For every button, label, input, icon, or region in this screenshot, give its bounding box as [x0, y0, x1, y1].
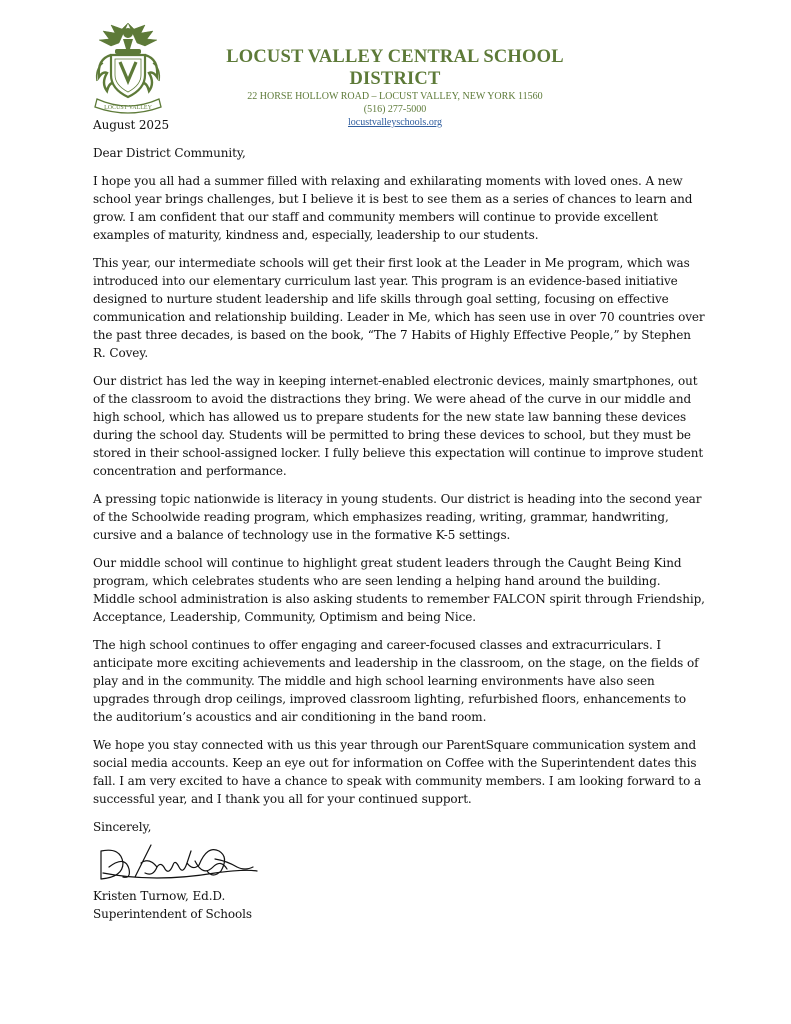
- district-name: LOCUST VALLEY CENTRAL SCHOOL DISTRICT: [226, 47, 564, 89]
- signer-name: Kristen Turnow, Ed.D.: [93, 889, 226, 903]
- seal-banner-text: LOCUST VALLEY: [104, 105, 152, 111]
- letter-date: August 2025: [93, 118, 170, 132]
- school-seal-eagle-icon: [89, 19, 167, 115]
- letter-paragraph: Our district has led the way in keeping internet-enabled electronic devices, mainly smartphones, out of the classroom to avoid the distractions they bring. We were ahead of the curve in our middle and high school, which has allowed us to prepare students for the new state law banning these devices during the school day. Students will be permitted to bring these devices to school, but they must be stored in their school-assigned locker. I fully believe this expectation will continue to improve student concentration and performance.: [93, 374, 704, 478]
- letter-paragraph: I hope you all had a summer filled with relaxing and exhilarating moments with loved ones. A new school year brings challenges, but I believe it is best to see them as a series of chances to learn and grow. I am confident that our staff and community members will continue to provide excellent examples of maturity, kindness and, especially, leadership to our students.: [93, 174, 693, 242]
- district-website-link[interactable]: locustvalleyschools.org: [348, 117, 442, 128]
- signer-title: Superintendent of Schools: [93, 907, 252, 921]
- district-address: 22 HORSE HOLLOW ROAD – LOCUST VALLEY, NEW YORK 11560: [247, 91, 543, 102]
- letter-paragraph: This year, our intermediate schools will get their first look at the Leader in Me program, which was introduced into our elementary curriculum last year. This program is an evidence-based initiative designed to nurture student leadership and life skills through goal setting, focusing on effective communication and relationship building. Leader in Me, which has seen use in over 70 countries over the past three decades, is based on the book, “The 7 Habits of Highly Effective People,” by Stephen R. Covey.: [93, 256, 705, 360]
- handwritten-signature: [95, 837, 260, 887]
- letter-paragraph: Our middle school will continue to highlight great student leaders through the Caught Being Kind program, which celebrates students who are seen lending a helping hand around the building. Middle school administration is also asking students to remember FALCON spirit through Friendship, Acceptance, Leadership, Community, Optimism and being Nice.: [93, 556, 705, 624]
- letter-paragraph: A pressing topic nationwide is literacy in young students. Our district is heading into the second year of the Schoolwide reading program, which emphasizes reading, writing, grammar, handwriting, cursive and a balance of technology use in the formative K-5 settings.: [93, 492, 702, 542]
- letter-salutation: Dear District Community,: [93, 146, 246, 160]
- district-phone: (516) 277-5000: [363, 104, 427, 115]
- letter-closing: Sincerely,: [93, 820, 152, 834]
- letter-body: [93, 116, 705, 923]
- letter-paragraph: We hope you stay connected with us this year through our ParentSquare communication system and social media accounts. Keep an eye out for information on Coffee with the Superintendent dates this fall. I am very excited to have a chance to speak with community members. I am looking forward to a successful year, and I thank you all for your continued support.: [93, 738, 702, 806]
- letter-paragraph: The high school continues to offer engaging and career-focused classes and extracurriculars. I anticipate more exciting achievements and leadership in the classroom, on the stage, on the fields of play and in the community. The middle and high school learning environments have also seen upgrades through drop ceilings, improved classroom lighting, refurbished floors, enhancements to the auditorium’s acoustics and air conditioning in the band room.: [93, 638, 699, 724]
